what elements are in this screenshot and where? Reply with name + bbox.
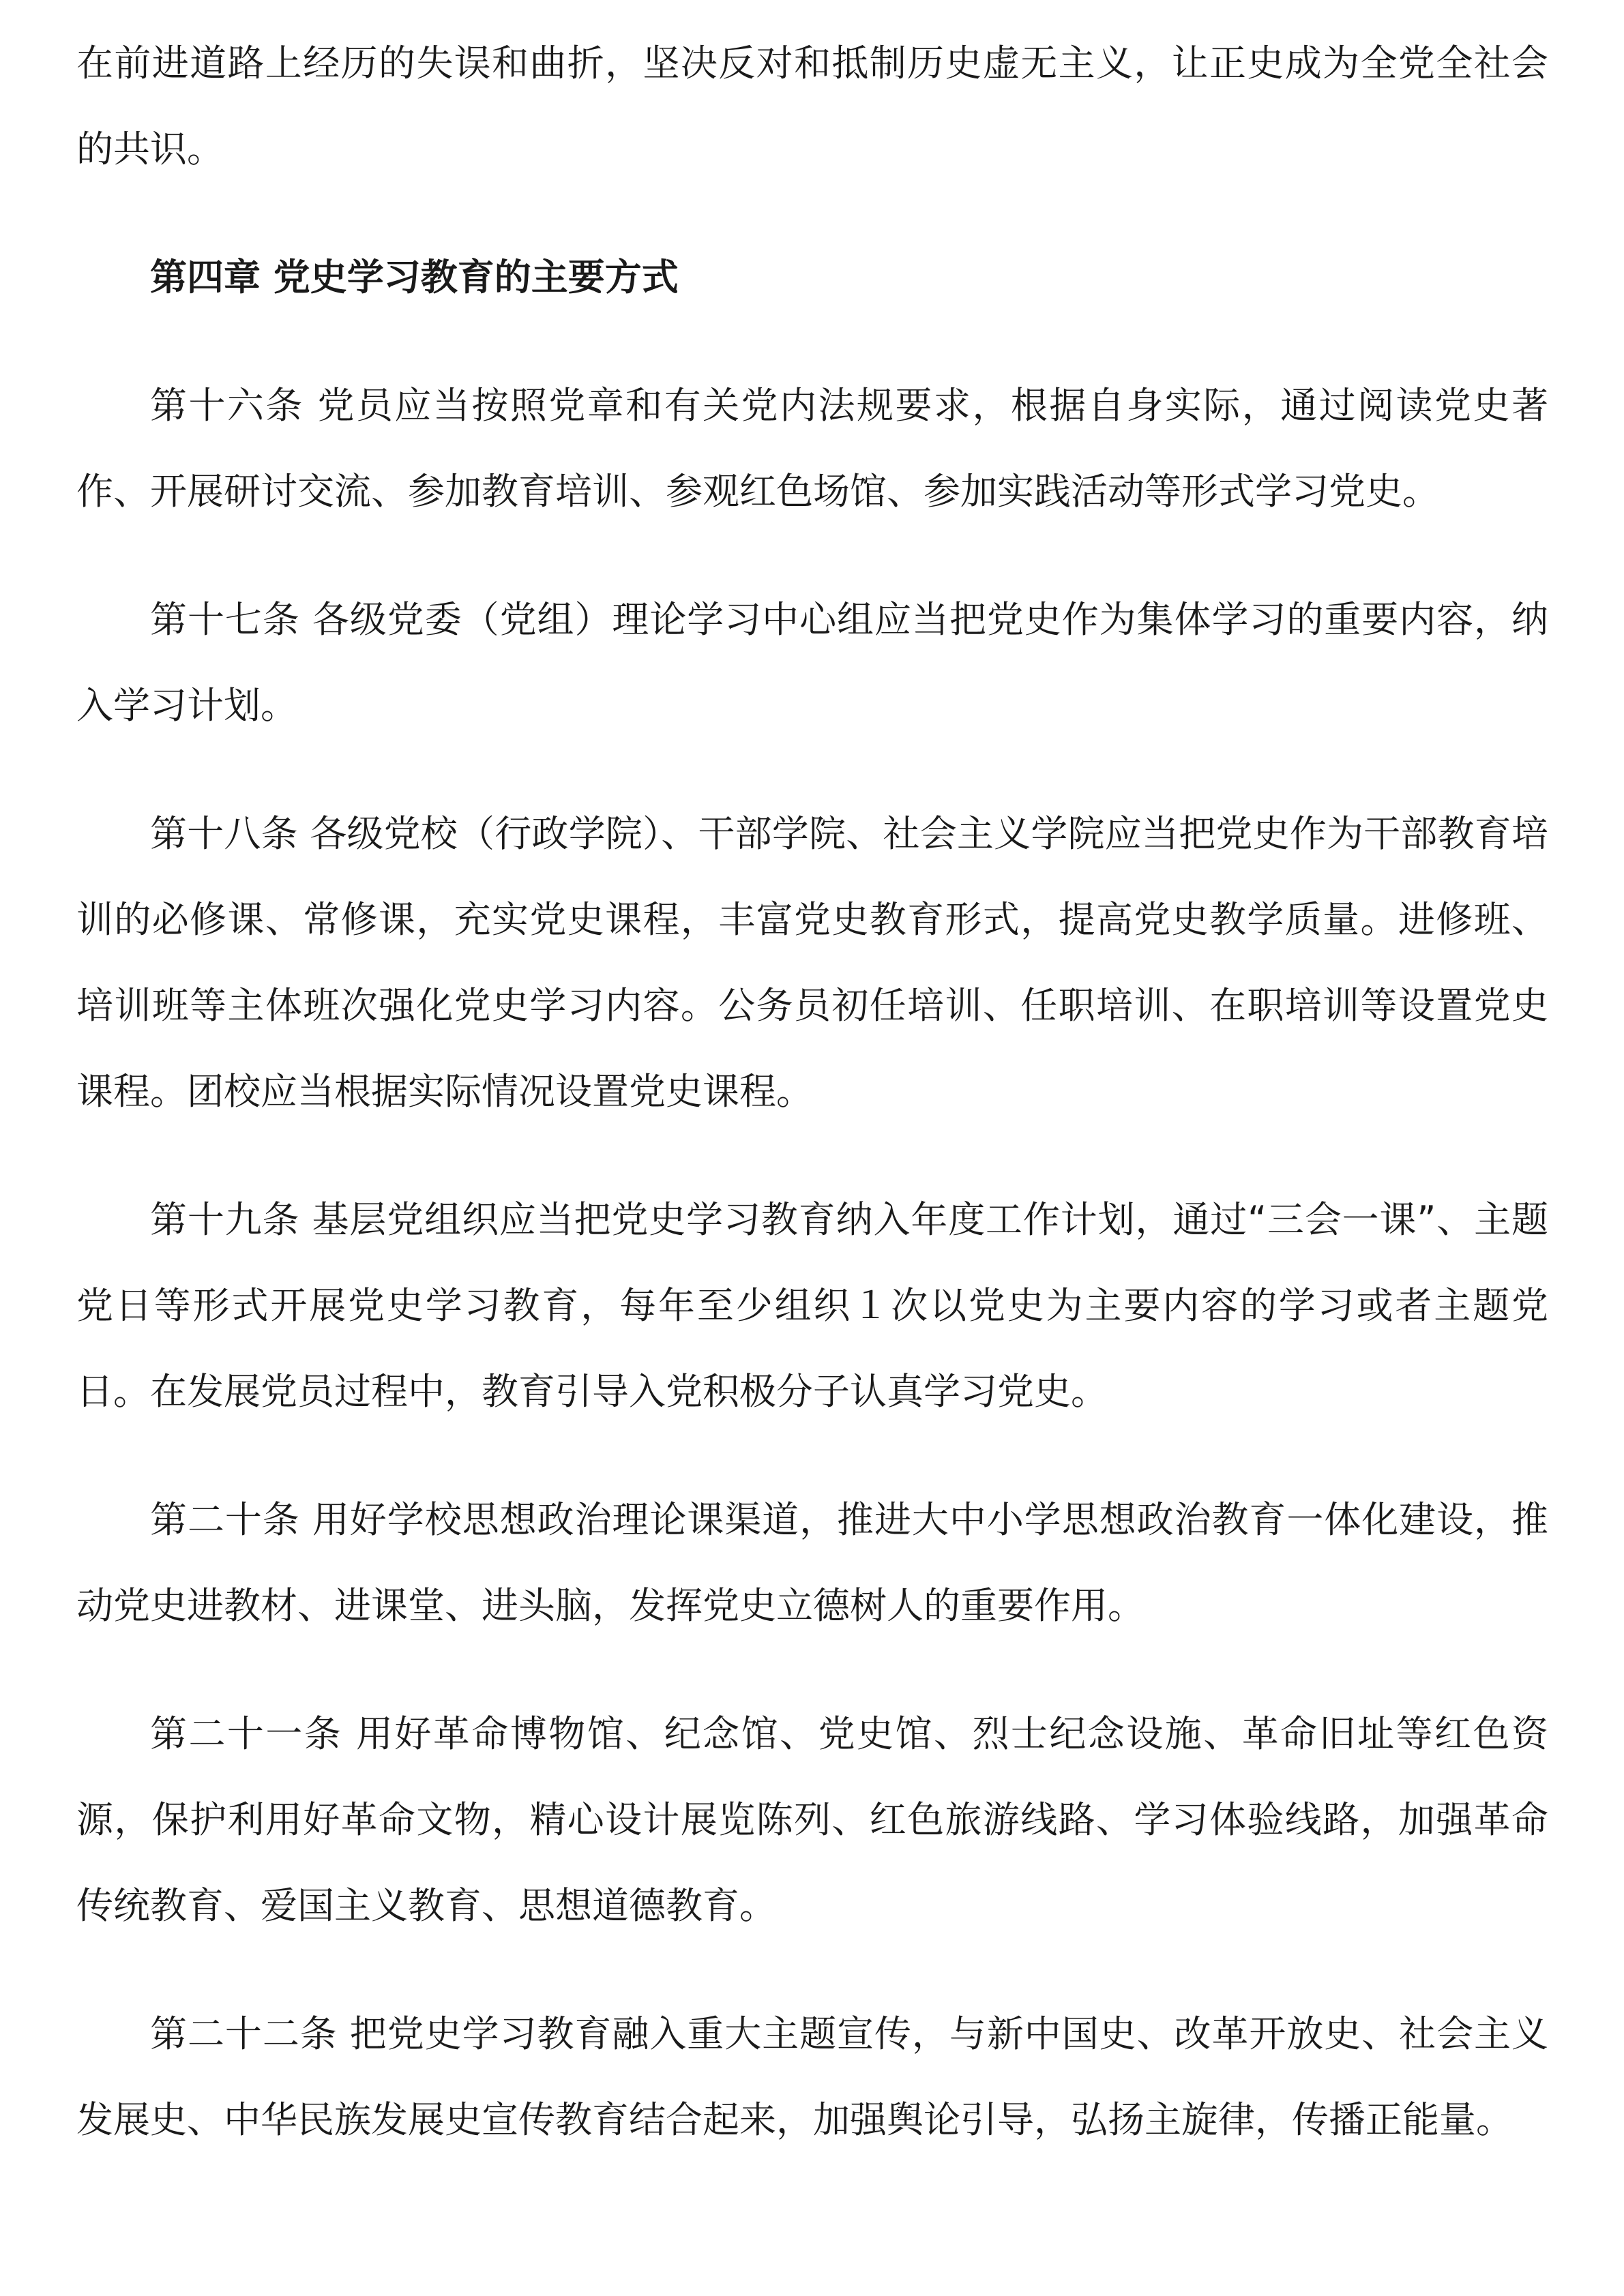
article-18-paragraph: 第十八条 各级党校（行政学院）、干部学院、社会主义学院应当把党史作为干部教育培训的必修课、常修课，充实党史课程，丰富党史教育形式，提高党史教学质量。进修班、培训班等主体班次强化党史学习内容。公务员初任培训、任职培训、在职培训等设置党史课程。团校应当根据实际情况设置党史课程。 [76, 812, 1548, 1113]
article-17-paragraph: 第十七条 各级党委（党组）理论学习中心组应当把党史作为集体学习的重要内容，纳入学习计划。 [76, 598, 1548, 727]
chapter-heading: 第四章 党史学习教育的主要方式 [150, 256, 679, 299]
article-19-paragraph: 第十九条 基层党组织应当把党史学习教育纳入年度工作计划，通过“三会一课”、主题党日等形式开展党史学习教育，每年至少组织１次以党史为主要内容的学习或者主题党日。在发展党员过程中，教育引导入党积极分子认真学习党史。 [76, 1198, 1548, 1413]
article-21-paragraph: 第二十一条 用好革命博物馆、纪念馆、党史馆、烈士纪念设施、革命旧址等红色资源，保护利用好革命文物，精心设计展览陈列、红色旅游线路、学习体验线路，加强革命传统教育、爱国主义教育、思想道德教育。 [76, 1712, 1548, 1927]
document-page [76, 20, 1548, 2205]
article-16-paragraph: 第十六条 党员应当按照党章和有关党内法规要求，根据自身实际，通过阅读党史著作、开展研讨交流、参加教育培训、参观红色场馆、参加实践活动等形式学习党史。 [76, 384, 1548, 513]
article-22-paragraph: 第二十二条 把党史学习教育融入重大主题宣传，与新中国史、改革开放史、社会主义发展史、中华民族发展史宣传教育结合起来，加强舆论引导，弘扬主旋律，传播正能量。 [76, 2012, 1548, 2141]
article-20-paragraph: 第二十条 用好学校思想政治理论课渠道，推进大中小学思想政治教育一体化建设，推动党史进教材、进课堂、进头脑，发挥党史立德树人的重要作用。 [76, 1498, 1548, 1627]
intro-continuation-paragraph: 在前进道路上经历的失误和曲折，坚决反对和抵制历史虚无主义，让正史成为全党全社会的共识。 [76, 42, 1548, 170]
